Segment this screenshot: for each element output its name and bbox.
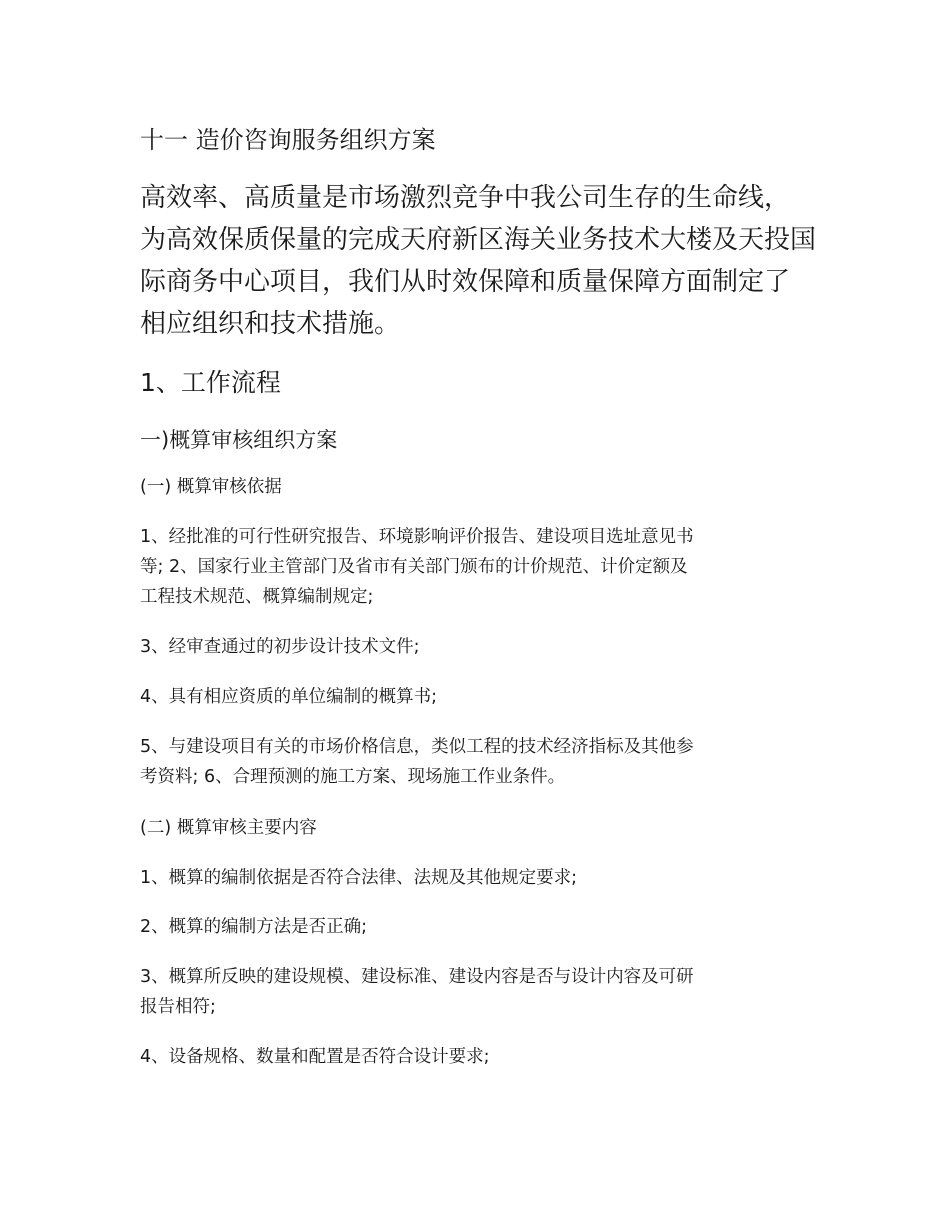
basis-item-5-line-1: 5、与建设项目有关的市场价格信息，类似工程的技术经济指标及其他参 bbox=[140, 737, 694, 757]
basis-item-1-line-1: 1、经批准的可行性研究报告、环境影响评价报告、建设项目选址意见书 bbox=[140, 527, 694, 547]
intro-line-3: 际商务中心项目，我们从时效保障和质量保障方面制定了 bbox=[140, 267, 791, 297]
section-heading-workflow: 1、工作流程 bbox=[140, 368, 281, 397]
content-item-1: 1、概算的编制依据是否符合法律、法规及其他规定要求; bbox=[140, 868, 578, 888]
part-heading-review-basis: (一) 概算审核依据 bbox=[140, 477, 282, 497]
content-item-3-line-2: 报告相符; bbox=[140, 997, 216, 1017]
intro-line-1: 高效率、高质量是市场激烈竞争中我公司生存的生命线， bbox=[140, 183, 791, 213]
basis-item-5-line-2: 考资料; 6、合理预测的施工方案、现场施工作业条件。 bbox=[140, 767, 566, 787]
part-heading-review-content: (二) 概算审核主要内容 bbox=[140, 818, 317, 838]
basis-item-1-line-3: 工程技术规范、概算编制规定; bbox=[140, 587, 374, 607]
subsection-heading-estimate-review: 一)概算审核组织方案 bbox=[140, 428, 338, 452]
intro-line-2: 为高效保质保量的完成天府新区海关业务技术大楼及天投国 bbox=[140, 225, 817, 255]
document-title: 十一 造价咨询服务组织方案 bbox=[140, 126, 436, 154]
basis-item-3: 3、经审查通过的初步设计技术文件; bbox=[140, 637, 420, 657]
basis-item-4: 4、具有相应资质的单位编制的概算书; bbox=[140, 687, 438, 707]
intro-line-4: 相应组织和技术措施。 bbox=[140, 309, 401, 339]
basis-item-1-line-2: 等; 2、国家行业主管部门及省市有关部门颁布的计价规范、计价定额及 bbox=[140, 557, 688, 577]
content-item-2: 2、概算的编制方法是否正确; bbox=[140, 917, 368, 937]
content-item-4: 4、设备规格、数量和配置是否符合设计要求; bbox=[140, 1047, 490, 1067]
content-item-3-line-1: 3、概算所反映的建设规模、建设标准、建设内容是否与设计内容及可研 bbox=[140, 967, 694, 987]
